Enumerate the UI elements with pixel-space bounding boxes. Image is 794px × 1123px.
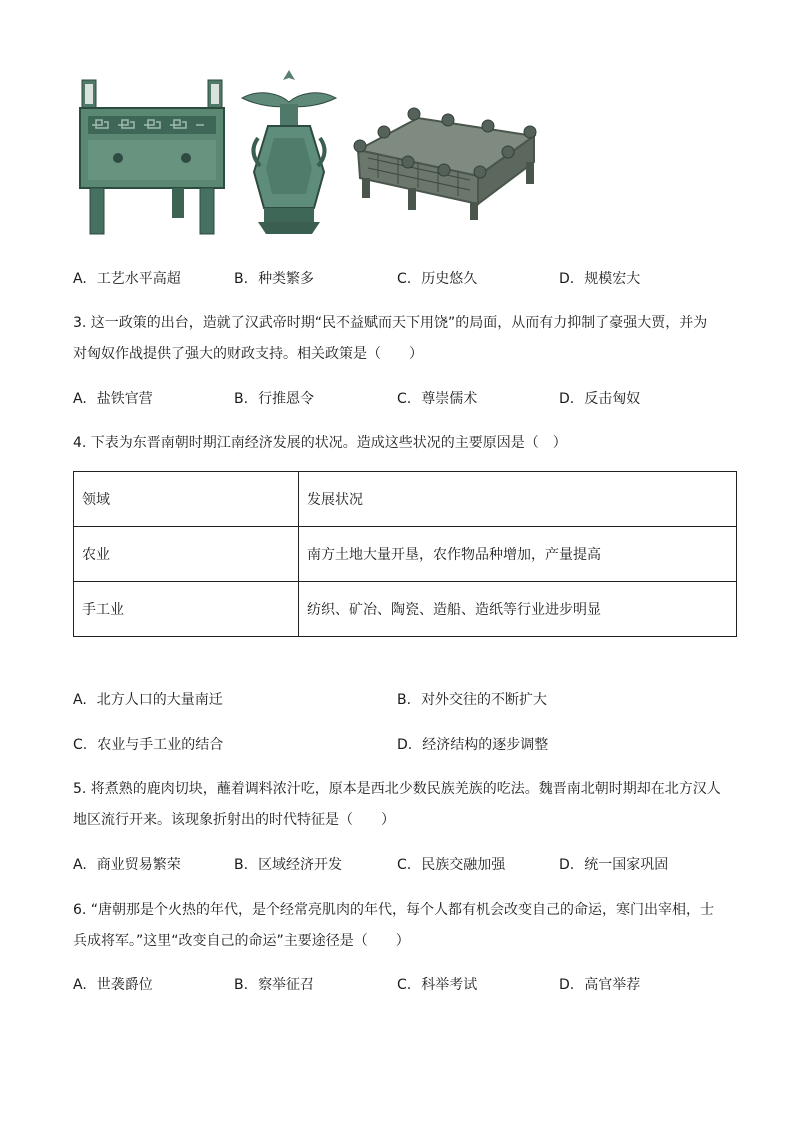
q2-option-c[interactable]: C. 历史悠久 xyxy=(397,271,478,287)
q5-stem-line2: 地区流行开来。该现象折射出的时代特征是（ ） xyxy=(73,812,395,828)
table-cell: 纺织、矿冶、陶瓷、造船、造纸等行业进步明显 xyxy=(299,582,737,637)
q2-option-a[interactable]: A. 工艺水平高超 xyxy=(73,271,181,287)
bronze-vessel-icon xyxy=(240,68,338,238)
table-cell: 手工业 xyxy=(74,582,299,637)
q3-option-a[interactable]: A. 盐铁官营 xyxy=(73,391,153,407)
table-cell: 农业 xyxy=(74,527,299,582)
q5-option-b[interactable]: B. 区域经济开发 xyxy=(234,857,343,873)
q2-option-d[interactable]: D. 规模宏大 xyxy=(559,271,641,287)
q5-stem-line1: 5. 将煮熟的鹿肉切块，蘸着调料浓汁吃，原本是西北少数民族羌族的吃法。魏晋南北朝时期却在北方汉人 xyxy=(73,781,721,797)
q4-table xyxy=(73,471,737,637)
bronze-ding-icon xyxy=(78,78,226,238)
q3-stem-line1: 3. 这一政策的出台，造就了汉武帝时期“民不益赋而天下用饶”的局面，从而有力抑制了豪强大贾，并为 xyxy=(73,315,708,331)
table-header-row xyxy=(74,472,737,527)
q6-option-c[interactable]: C. 科举考试 xyxy=(397,977,478,993)
table-row xyxy=(74,527,737,582)
q4-option-a[interactable]: A. 北方人口的大量南迁 xyxy=(73,692,223,708)
table-header-cell: 发展状况 xyxy=(299,472,737,527)
q4-option-c[interactable]: C. 农业与手工业的结合 xyxy=(73,737,224,753)
q4-option-b[interactable]: B. 对外交往的不断扩大 xyxy=(397,692,548,708)
q3-stem-line2: 对匈奴作战提供了强大的财政支持。相关政策是（ ） xyxy=(73,346,423,362)
q5-option-d[interactable]: D. 统一国家巩固 xyxy=(559,857,669,873)
q6-stem-line2: 兵成将军。”这里“改变自己的命运”主要途径是（ ） xyxy=(73,933,410,949)
q2-option-b[interactable]: B. 种类繁多 xyxy=(234,271,315,287)
q5-option-a[interactable]: A. 商业贸易繁荣 xyxy=(73,857,181,873)
bronze-stand-icon xyxy=(348,92,544,222)
table-row xyxy=(74,582,737,637)
q3-option-d[interactable]: D. 反击匈奴 xyxy=(559,391,641,407)
q6-option-b[interactable]: B. 察举征召 xyxy=(234,977,315,993)
q6-stem-line1: 6. “唐朝那是个火热的年代，是个经常亮肌肉的年代，每个人都有机会改变自己的命运，寒门出宰相，士 xyxy=(73,902,715,918)
table-cell: 南方土地大量开垦，农作物品种增加，产量提高 xyxy=(299,527,737,582)
q6-option-d[interactable]: D. 高官举荐 xyxy=(559,977,641,993)
q3-option-c[interactable]: C. 尊崇儒术 xyxy=(397,391,478,407)
q6-option-a[interactable]: A. 世袭爵位 xyxy=(73,977,153,993)
q5-option-c[interactable]: C. 民族交融加强 xyxy=(397,857,506,873)
q4-option-d[interactable]: D. 经济结构的逐步调整 xyxy=(397,737,549,753)
q3-option-b[interactable]: B. 行推恩令 xyxy=(234,391,315,407)
q4-stem: 4. 下表为东晋南朝时期江南经济发展的状况。造成这些状况的主要原因是（ ） xyxy=(73,435,567,451)
table-header-cell: 领域 xyxy=(74,472,299,527)
